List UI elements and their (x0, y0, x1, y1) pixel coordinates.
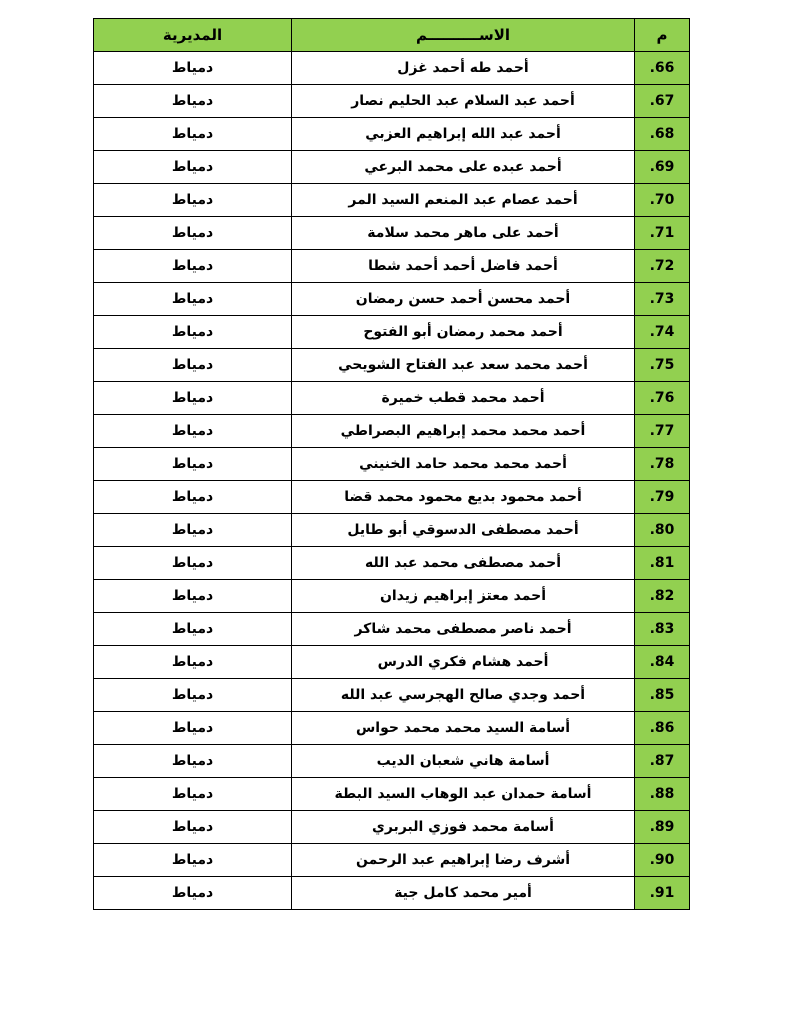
name-cell: أحمد عصام عبد المنعم السيد المر (292, 184, 635, 217)
table-body (94, 52, 690, 910)
directorate-cell: دمياط (94, 349, 292, 382)
name-cell: أحمد محسن أحمد حسن رمضان (292, 283, 635, 316)
number-cell: .67 (635, 85, 690, 118)
number-cell: .69 (635, 151, 690, 184)
number-cell: .88 (635, 778, 690, 811)
number-cell: .79 (635, 481, 690, 514)
name-cell: أشرف رضا إبراهيم عبد الرحمن (292, 844, 635, 877)
table-row (94, 118, 690, 151)
name-cell: أحمد محمد قطب خميرة (292, 382, 635, 415)
directorate-cell: دمياط (94, 118, 292, 151)
table-row (94, 613, 690, 646)
number-cell: .66 (635, 52, 690, 85)
table-row (94, 547, 690, 580)
table-row (94, 580, 690, 613)
name-cell: أحمد محمود بديع محمود محمد قضا (292, 481, 635, 514)
table-row (94, 844, 690, 877)
table-row (94, 514, 690, 547)
directorate-cell: دمياط (94, 481, 292, 514)
directorate-cell: دمياط (94, 283, 292, 316)
number-cell: .86 (635, 712, 690, 745)
number-cell: .70 (635, 184, 690, 217)
table-row (94, 415, 690, 448)
table-row (94, 811, 690, 844)
number-cell: .76 (635, 382, 690, 415)
name-cell: أحمد مصطفى الدسوقي أبو طايل (292, 514, 635, 547)
name-cell: أمير محمد كامل جية (292, 877, 635, 910)
name-cell: أسامة السيد محمد محمد حواس (292, 712, 635, 745)
header-row (94, 19, 690, 52)
number-cell: .75 (635, 349, 690, 382)
table-row (94, 679, 690, 712)
table-row (94, 778, 690, 811)
number-cell: .78 (635, 448, 690, 481)
name-cell: أسامة حمدان عبد الوهاب السيد البطة (292, 778, 635, 811)
directorate-cell: دمياط (94, 613, 292, 646)
number-cell: .82 (635, 580, 690, 613)
number-cell: .80 (635, 514, 690, 547)
number-cell: .85 (635, 679, 690, 712)
number-cell: .84 (635, 646, 690, 679)
table-row (94, 349, 690, 382)
name-cell: أحمد مصطفى محمد عبد الله (292, 547, 635, 580)
header-directorate: المديرية (94, 19, 292, 52)
table-row (94, 52, 690, 85)
number-cell: .71 (635, 217, 690, 250)
table-row (94, 250, 690, 283)
table-row (94, 481, 690, 514)
name-cell: أحمد فاضل أحمد أحمد شطا (292, 250, 635, 283)
number-cell: .89 (635, 811, 690, 844)
directorate-cell: دمياط (94, 844, 292, 877)
directorate-cell: دمياط (94, 184, 292, 217)
table-row (94, 877, 690, 910)
directorate-cell: دمياط (94, 679, 292, 712)
name-cell: أحمد معتز إبراهيم زيدان (292, 580, 635, 613)
name-cell: أحمد طه أحمد غزل (292, 52, 635, 85)
name-cell: أحمد عبد الله إبراهيم العزبي (292, 118, 635, 151)
number-cell: .74 (635, 316, 690, 349)
directorate-cell: دمياط (94, 712, 292, 745)
number-cell: .91 (635, 877, 690, 910)
table-row (94, 712, 690, 745)
directorate-cell: دمياط (94, 514, 292, 547)
name-cell: أحمد محمد سعد عبد الفتاح الشويحي (292, 349, 635, 382)
table-row (94, 151, 690, 184)
name-cell: أحمد عبده على محمد البرعي (292, 151, 635, 184)
table-row (94, 745, 690, 778)
number-cell: .83 (635, 613, 690, 646)
table-row (94, 448, 690, 481)
directorate-cell: دمياط (94, 448, 292, 481)
name-cell: أسامة هاني شعبان الديب (292, 745, 635, 778)
directorate-cell: دمياط (94, 250, 292, 283)
directorate-cell: دمياط (94, 85, 292, 118)
header-name: الاســــــــــم (292, 19, 635, 52)
number-cell: .72 (635, 250, 690, 283)
directorate-cell: دمياط (94, 217, 292, 250)
directorate-cell: دمياط (94, 52, 292, 85)
name-cell: أحمد عبد السلام عبد الحليم نصار (292, 85, 635, 118)
table-row (94, 382, 690, 415)
directorate-cell: دمياط (94, 778, 292, 811)
name-cell: أحمد محمد رمضان أبو الفتوح (292, 316, 635, 349)
directorate-cell: دمياط (94, 877, 292, 910)
table-row (94, 646, 690, 679)
number-cell: .73 (635, 283, 690, 316)
directorate-cell: دمياط (94, 811, 292, 844)
name-cell: أحمد على ماهر محمد سلامة (292, 217, 635, 250)
directorate-cell: دمياط (94, 316, 292, 349)
table-row (94, 316, 690, 349)
name-cell: أحمد محمد محمد إبراهيم البصراطي (292, 415, 635, 448)
table-row (94, 283, 690, 316)
directorate-cell: دمياط (94, 415, 292, 448)
number-cell: .87 (635, 745, 690, 778)
table-row (94, 184, 690, 217)
table-row (94, 217, 690, 250)
directorate-cell: دمياط (94, 580, 292, 613)
directorate-cell: دمياط (94, 646, 292, 679)
number-cell: .77 (635, 415, 690, 448)
name-cell: أسامة محمد فوزي البربري (292, 811, 635, 844)
directorate-cell: دمياط (94, 382, 292, 415)
table-row (94, 85, 690, 118)
number-cell: .90 (635, 844, 690, 877)
name-cell: أحمد هشام فكري الدرس (292, 646, 635, 679)
directorate-cell: دمياط (94, 151, 292, 184)
directorate-cell: دمياط (94, 745, 292, 778)
name-cell: أحمد ناصر مصطفى محمد شاكر (292, 613, 635, 646)
directorate-cell: دمياط (94, 547, 292, 580)
names-table (93, 18, 690, 910)
header-number: م (635, 19, 690, 52)
name-cell: أحمد محمد محمد حامد الخنيني (292, 448, 635, 481)
number-cell: .68 (635, 118, 690, 151)
name-cell: أحمد وجدي صالح الهجرسي عبد الله (292, 679, 635, 712)
number-cell: .81 (635, 547, 690, 580)
